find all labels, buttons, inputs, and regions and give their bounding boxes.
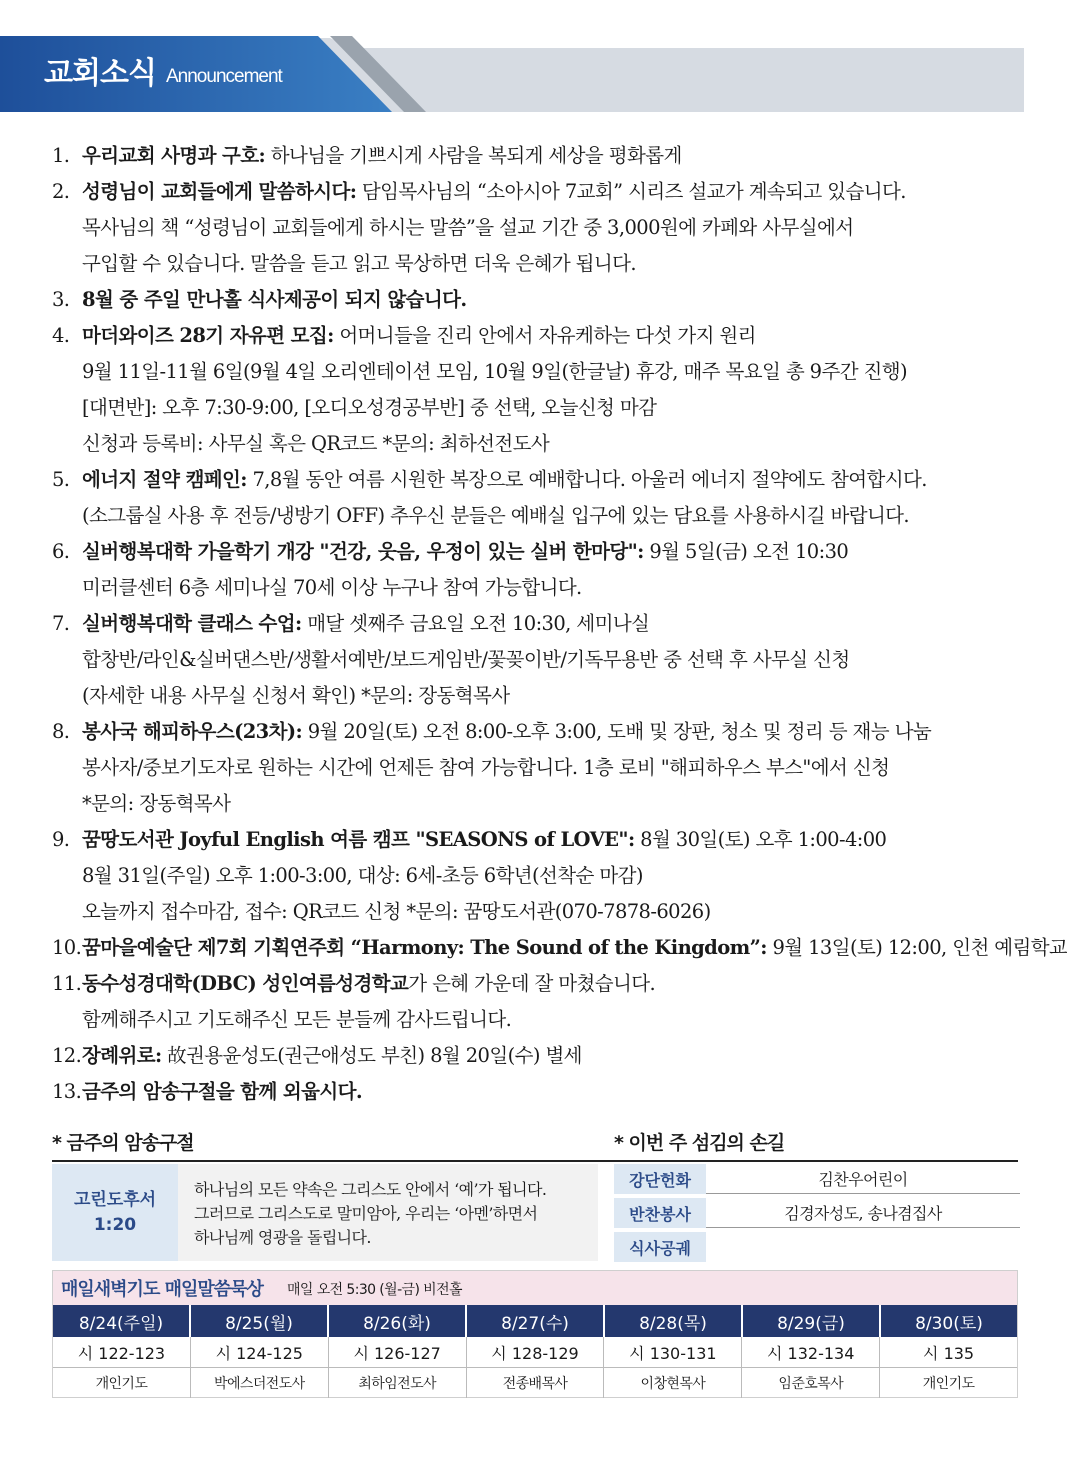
announcement-line [52, 786, 1022, 822]
item-heading: 8월 중 주일 만나홀 식사제공이 되지 않습니다. [82, 288, 467, 311]
item-number: 12. [52, 1044, 82, 1067]
prayer-dates-row [53, 1305, 1017, 1337]
prayer-passage-row [53, 1337, 1017, 1367]
prayer-leader-cell: 이창현목사 [604, 1368, 742, 1398]
item-text: 7,8월 동안 여름 시원한 복장으로 예배합니다. 아울러 에너지 절약에도 참여합시다. [246, 468, 927, 491]
prayer-date-cell: 8/30(토) [881, 1305, 1017, 1337]
item-text: 하나님을 기쁘시게 사람을 복되게 세상을 평화롭게 [265, 144, 682, 167]
item-number: 1. [52, 144, 70, 167]
announcement-line [52, 966, 1022, 1002]
item-text: 신청과 등록비: 사무실 혹은 QR코드 *문의: 최하선전도사 [82, 432, 550, 455]
prayer-leader-cell: 임준호목사 [742, 1368, 880, 1398]
item-number: 8. [52, 720, 70, 743]
prayer-date-cell: 8/27(수) [467, 1305, 605, 1337]
item-text: 구입할 수 있습니다. 말씀을 듣고 읽고 묵상하면 더욱 은혜가 됩니다. [82, 252, 636, 275]
service-value: 김경자성도, 송나겸집사 [706, 1198, 1020, 1228]
item-text: 미러클센터 6층 세미나실 70세 이상 누구나 참여 가능합니다. [82, 576, 582, 599]
announcement-line [52, 426, 1022, 462]
announcement-list [52, 138, 1067, 1110]
announcement-line [52, 174, 1022, 210]
memory-verse-heading: * 금주의 암송구절 [52, 1132, 194, 1154]
item-text: 8월 30일(토) 오후 1:00-4:00 [634, 828, 887, 851]
item-text: 故권용윤성도(권근애성도 부친) 8월 20일(수) 별세 [161, 1044, 582, 1067]
item-text: 8월 31일(주일) 오후 1:00-3:00, 대상: 6세-초등 6학년(선착순 마감) [82, 864, 643, 887]
announcement-line [52, 1002, 1022, 1038]
prayer-passage-cell: 시 135 [923, 1343, 975, 1363]
prayer-passage-cell: 시 122-123 [53, 1337, 191, 1367]
announcement-line [52, 1074, 1022, 1110]
item-text: *문의: 장동혁목사 [82, 792, 231, 815]
item-heading: 에너지 절약 캠페인: [82, 468, 247, 491]
item-number: 9. [52, 828, 70, 851]
item-text: 매달 셋째주 금요일 오전 10:30, 세미나실 [301, 612, 650, 635]
item-text: 담임목사님의 “소아시아 7교회” 시리즈 설교가 계속되고 있습니다. [356, 180, 906, 203]
item-text: (자세한 내용 사무실 신청서 확인) *문의: 장동혁목사 [82, 684, 510, 707]
item-text: 오늘까지 접수마감, 접수: QR코드 신청 *문의: 꿈땅도서관(070-7878-6026) [82, 900, 711, 923]
item-heading: 봉사국 해피하우스(23차): [82, 720, 303, 743]
announcement-line [52, 534, 1022, 570]
announcement-line [52, 138, 1022, 174]
item-heading: 꿈마을예술단 제7회 기획연주회 “Harmony: The Sound of the Kingdom”: [82, 936, 767, 959]
item-number: 3. [52, 288, 70, 311]
prayer-date-cell: 8/24(주일) [53, 1305, 191, 1337]
prayer-time: 매일 오전 5:30 (월-금) 비전홀 [287, 1282, 462, 1298]
prayer-header [53, 1271, 1017, 1305]
announcement-line [52, 606, 1022, 642]
prayer-date-cell: 8/25(월) [191, 1305, 329, 1337]
item-number: 13. [52, 1080, 82, 1103]
item-heading: 성령님이 교회들에게 말씀하시다: [82, 180, 357, 203]
dawn-prayer-schedule [52, 1270, 1018, 1398]
item-heading: 동수성경대학(DBC) 성인여름성경학교 [82, 972, 409, 995]
service-value: 김찬우어린이 [706, 1164, 1020, 1194]
item-heading: 장례위로: [82, 1044, 162, 1067]
announcement-line [52, 822, 1022, 858]
item-number: 2. [52, 180, 70, 203]
prayer-leader-cell: 개인기도 [53, 1368, 191, 1398]
item-text: 합창반/라인&실버댄스반/생활서예반/보드게임반/꽃꽂이반/기독무용반 중 선택 후 사무실 신청 [82, 648, 850, 671]
prayer-date-cell: 8/29(금) [743, 1305, 881, 1337]
prayer-leader-cell: 박에스더전도사 [191, 1368, 329, 1398]
prayer-leader-cell: 최하임전도사 [329, 1368, 467, 1398]
prayer-passage-cell: 시 132-134 [742, 1337, 880, 1367]
page-subtitle: Announcement [166, 66, 282, 87]
announcement-line [52, 210, 1022, 246]
announcement-line [52, 282, 1022, 318]
announcement-line [52, 318, 1022, 354]
item-text: 9월 20일(토) 오전 8:00-오후 3:00, 도배 및 장판, 청소 및 정리 등 재능 나눔 [302, 720, 932, 743]
prayer-leader-row [53, 1367, 1017, 1398]
announcement-line [52, 678, 1022, 714]
announcement-line [52, 714, 1022, 750]
item-heading: 실버행복대학 클래스 수업: [82, 612, 302, 635]
page-title: 교회소식 [44, 56, 156, 91]
announcement-line [52, 1038, 1022, 1074]
prayer-passage-cell: 시 128-129 [467, 1337, 605, 1367]
item-text: 봉사자/중보기도자로 원하는 시간에 언제든 참여 가능합니다. 1층 로비 "해피하우스 부스"에서 신청 [82, 756, 890, 779]
prayer-date-cell: 8/26(화) [329, 1305, 467, 1337]
prayer-passage-cell: 시 126-127 [329, 1337, 467, 1367]
prayer-passage-cell: 시 130-131 [604, 1337, 742, 1367]
announcement-line [52, 246, 1022, 282]
announcement-line [52, 570, 1022, 606]
item-text: [대면반]: 오후 7:30-9:00, [오디오성경공부반] 중 선택, 오늘신청 마감 [82, 396, 657, 419]
announcement-line [52, 354, 1022, 390]
item-text: 목사님의 책 “성령님이 교회들에게 하시는 말씀”을 설교 기간 중 3,000원에 카페와 사무실에서 [82, 216, 854, 239]
section-divider [52, 1160, 1018, 1162]
service-row [614, 1232, 1020, 1262]
item-number: 7. [52, 612, 70, 635]
item-text: 9월 11일-11월 6일(9월 4일 오리엔테이션 모임, 10월 9일(한글날) 휴강, 매주 목요일 총 9주간 진행) [82, 360, 908, 383]
service-label: 반찬봉사 [614, 1198, 706, 1228]
service-row [614, 1164, 1020, 1194]
announcement-header [0, 0, 1024, 112]
item-number: 4. [52, 324, 70, 347]
announcement-line [52, 390, 1022, 426]
announcement-line [52, 462, 1022, 498]
item-text: 9월 5일(금) 오전 10:30 [643, 540, 849, 563]
service-label: 식사공궤 [614, 1232, 706, 1262]
item-heading: 우리교회 사명과 구호: [82, 144, 266, 167]
announcement-line [52, 894, 1022, 930]
prayer-title: 매일새벽기도 매일말씀묵상 [61, 1279, 263, 1300]
announcement-line [52, 642, 1022, 678]
announcement-line [52, 858, 1022, 894]
memory-verse-text: 하나님의 모든 약속은 그리스도 안에서 ‘예’가 됩니다. 그러므로 그리스도로 말미암아, 우리는 ‘아멘’하면서 하나님께 영광을 돌립니다. [194, 1180, 547, 1247]
service-heading: * 이번 주 섬김의 손길 [614, 1132, 785, 1154]
prayer-leader-cell: 개인기도 [922, 1376, 975, 1392]
item-number: 11. [52, 972, 82, 995]
item-heading: 마더와이즈 28기 자유편 모집: [82, 324, 334, 347]
announcement-line [52, 750, 1022, 786]
item-text: 가 은혜 가운데 잘 마쳤습니다. [408, 972, 656, 995]
memory-verse-reference: 고린도후서 1:20 [52, 1164, 178, 1261]
item-heading: 실버행복대학 가을학기 개강 "건강, 웃음, 우정이 있는 실버 한마당": [82, 540, 644, 563]
prayer-passage-cell: 시 124-125 [191, 1337, 329, 1367]
item-text: 9월 13일(토) 12:00, 인천 예림학교 [766, 936, 1067, 959]
service-value [706, 1232, 1020, 1262]
item-number: 5. [52, 468, 70, 491]
item-number: 6. [52, 540, 70, 563]
prayer-date-cell: 8/28(목) [605, 1305, 743, 1337]
service-label: 강단헌화 [614, 1164, 706, 1194]
item-text: 함께해주시고 기도해주신 모든 분들께 감사드립니다. [82, 1008, 512, 1031]
item-heading: 금주의 암송구절을 함께 외웁시다. [82, 1080, 363, 1103]
announcement-line [52, 930, 1067, 966]
announcement-line [52, 498, 1022, 534]
item-heading: 꿈땅도서관 Joyful English 여름 캠프 "SEASONS of LOVE": [82, 828, 635, 851]
prayer-leader-cell: 전종배목사 [467, 1368, 605, 1398]
item-text: 어머니들을 진리 안에서 자유케하는 다섯 가지 원리 [333, 324, 756, 347]
service-row [614, 1198, 1020, 1228]
item-number: 10. [52, 936, 82, 959]
item-text: (소그룹실 사용 후 전등/냉방기 OFF) 추우신 분들은 예배실 입구에 있는 담요를 사용하시길 바랍니다. [82, 504, 910, 527]
